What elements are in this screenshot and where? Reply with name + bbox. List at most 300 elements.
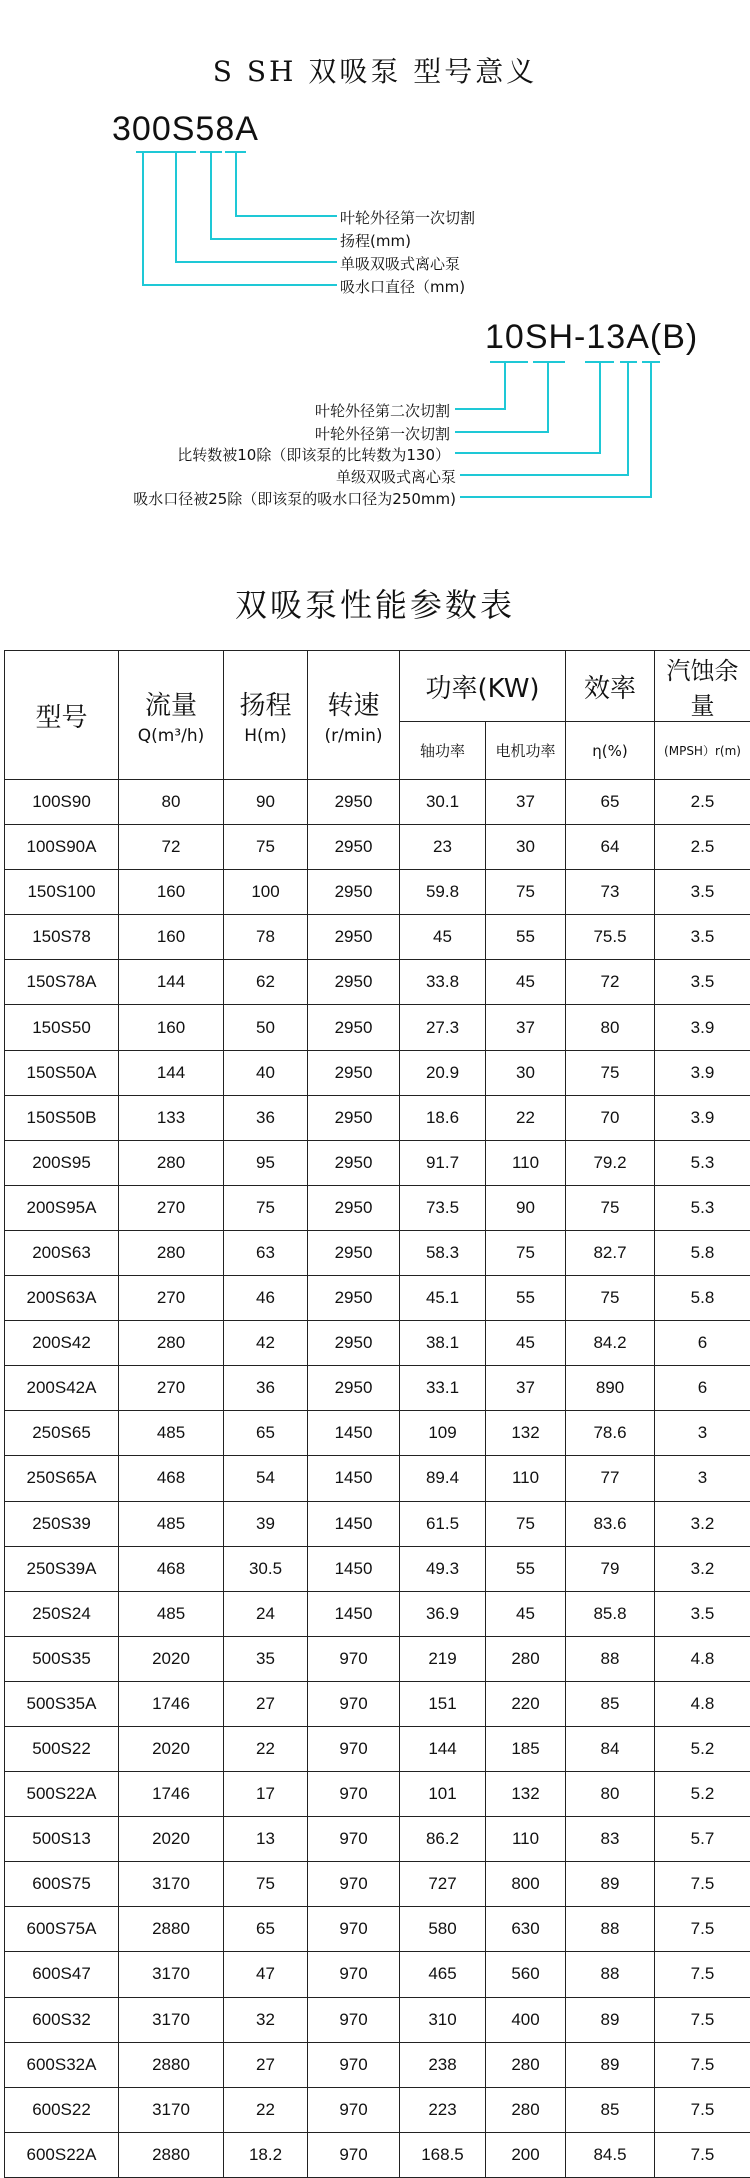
cell-shaft-power: 33.8: [400, 960, 486, 1005]
cell-flow: 3170: [119, 1997, 224, 2042]
cell-model: 250S39: [5, 1501, 119, 1546]
cell-speed: 2950: [308, 1140, 400, 1185]
table-row: [5, 915, 750, 960]
code1-leader-2: [211, 152, 337, 239]
code1-label-2: 扬程(mm): [340, 230, 411, 251]
cell-motor-power: 45: [486, 1321, 566, 1366]
cell-motor-power: 37: [486, 1005, 566, 1050]
cell-efficiency: 73: [566, 870, 655, 915]
code1-label-3: 单吸双吸式离心泵: [340, 253, 460, 274]
cell-shaft-power: 91.7: [400, 1140, 486, 1185]
cell-efficiency: 77: [566, 1456, 655, 1501]
cell-speed: 1450: [308, 1501, 400, 1546]
cell-efficiency: 80: [566, 1772, 655, 1817]
header-npsh: 汽蚀余量: [655, 651, 750, 722]
cell-head: 54: [224, 1456, 308, 1501]
cell-model: 600S47: [5, 1952, 119, 1997]
cell-head: 42: [224, 1321, 308, 1366]
cell-motor-power: 110: [486, 1817, 566, 1862]
table-row: [5, 1726, 750, 1771]
cell-motor-power: 132: [486, 1772, 566, 1817]
cell-flow: 280: [119, 1321, 224, 1366]
cell-shaft-power: 310: [400, 1997, 486, 2042]
cell-flow: 280: [119, 1140, 224, 1185]
cell-head: 75: [224, 825, 308, 870]
cell-motor-power: 45: [486, 960, 566, 1005]
table-row: [5, 2087, 750, 2132]
cell-motor-power: 75: [486, 1501, 566, 1546]
cell-shaft-power: 20.9: [400, 1050, 486, 1095]
cell-npsh: 3.2: [655, 1546, 750, 1591]
cell-efficiency: 80: [566, 1005, 655, 1050]
header-flow-unit: Q(m³/h): [119, 726, 223, 746]
cell-shaft-power: 727: [400, 1862, 486, 1907]
cell-shaft-power: 168.5: [400, 2132, 486, 2177]
cell-head: 27: [224, 1681, 308, 1726]
header-speed: [308, 651, 400, 780]
cell-speed: 2950: [308, 1185, 400, 1230]
table-row: [5, 1636, 750, 1681]
cell-shaft-power: 61.5: [400, 1501, 486, 1546]
cell-speed: 970: [308, 1907, 400, 1952]
cell-flow: 72: [119, 825, 224, 870]
cell-speed: 2950: [308, 1321, 400, 1366]
cell-npsh: 3.2: [655, 1501, 750, 1546]
cell-head: 62: [224, 960, 308, 1005]
cell-flow: 270: [119, 1185, 224, 1230]
cell-npsh: 3.5: [655, 870, 750, 915]
cell-efficiency: 85: [566, 1681, 655, 1726]
cell-motor-power: 22: [486, 1095, 566, 1140]
cell-npsh: 7.5: [655, 2087, 750, 2132]
cell-motor-power: 90: [486, 1185, 566, 1230]
cell-model: 500S22: [5, 1726, 119, 1771]
cell-efficiency: 85: [566, 2087, 655, 2132]
cell-flow: 2880: [119, 2132, 224, 2177]
cell-npsh: 3.5: [655, 915, 750, 960]
cell-head: 35: [224, 1636, 308, 1681]
cell-speed: 970: [308, 1817, 400, 1862]
cell-motor-power: 280: [486, 2042, 566, 2087]
table-row: [5, 1411, 750, 1456]
cell-npsh: 5.8: [655, 1230, 750, 1275]
cell-shaft-power: 144: [400, 1726, 486, 1771]
cell-speed: 1450: [308, 1456, 400, 1501]
cell-speed: 2950: [308, 1050, 400, 1095]
code2-leader-2: [455, 362, 548, 432]
cell-efficiency: 89: [566, 1862, 655, 1907]
cell-shaft-power: 59.8: [400, 870, 486, 915]
cell-speed: 2950: [308, 1366, 400, 1411]
cell-efficiency: 84.5: [566, 2132, 655, 2177]
header-head-unit: H(m): [224, 726, 307, 746]
cell-model: 200S42A: [5, 1366, 119, 1411]
cell-speed: 970: [308, 2042, 400, 2087]
table-row: [5, 1185, 750, 1230]
cell-head: 27: [224, 2042, 308, 2087]
cell-npsh: 3.5: [655, 960, 750, 1005]
cell-efficiency: 88: [566, 1907, 655, 1952]
cell-motor-power: 560: [486, 1952, 566, 1997]
cell-efficiency: 75.5: [566, 915, 655, 960]
cell-model: 150S50B: [5, 1095, 119, 1140]
cell-npsh: 4.8: [655, 1636, 750, 1681]
cell-head: 50: [224, 1005, 308, 1050]
header-flow: [119, 651, 224, 780]
model-code-example-2: 10SH-13A(B): [485, 318, 698, 357]
cell-motor-power: 75: [486, 1230, 566, 1275]
diagram-title: S SH 双吸泵 型号意义: [0, 50, 750, 90]
cell-motor-power: 220: [486, 1681, 566, 1726]
cell-flow: 485: [119, 1591, 224, 1636]
cell-efficiency: 89: [566, 2042, 655, 2087]
cell-speed: 2950: [308, 1230, 400, 1275]
cell-flow: 160: [119, 1005, 224, 1050]
cell-model: 200S95: [5, 1140, 119, 1185]
cell-motor-power: 110: [486, 1140, 566, 1185]
cell-efficiency: 89: [566, 1997, 655, 2042]
cell-shaft-power: 18.6: [400, 1095, 486, 1140]
cell-shaft-power: 223: [400, 2087, 486, 2132]
cell-npsh: 5.8: [655, 1276, 750, 1321]
header-speed-label: 转速: [327, 691, 379, 721]
cell-head: 24: [224, 1591, 308, 1636]
cell-motor-power: 55: [486, 1276, 566, 1321]
cell-motor-power: 45: [486, 1591, 566, 1636]
cell-head: 30.5: [224, 1546, 308, 1591]
cell-flow: 3170: [119, 1862, 224, 1907]
cell-speed: 2950: [308, 870, 400, 915]
cell-speed: 1450: [308, 1546, 400, 1591]
cell-flow: 468: [119, 1456, 224, 1501]
table-row: [5, 825, 750, 870]
header-head-label: 扬程: [239, 691, 291, 721]
cell-shaft-power: 27.3: [400, 1005, 486, 1050]
cell-speed: 970: [308, 1636, 400, 1681]
cell-npsh: 7.5: [655, 1862, 750, 1907]
header-model: 型号: [5, 651, 119, 780]
cell-flow: 270: [119, 1276, 224, 1321]
cell-npsh: 7.5: [655, 1952, 750, 1997]
header-head: [224, 651, 308, 780]
cell-efficiency: 83.6: [566, 1501, 655, 1546]
header-shaft-power: 轴功率: [400, 722, 486, 780]
cell-model: 600S32A: [5, 2042, 119, 2087]
cell-flow: 3170: [119, 2087, 224, 2132]
table-row: [5, 1907, 750, 1952]
cell-speed: 970: [308, 1997, 400, 2042]
cell-speed: 970: [308, 1726, 400, 1771]
cell-model: 200S95A: [5, 1185, 119, 1230]
cell-motor-power: 280: [486, 1636, 566, 1681]
cell-flow: 160: [119, 870, 224, 915]
cell-model: 600S22A: [5, 2132, 119, 2177]
performance-table: [4, 650, 750, 2178]
cell-speed: 970: [308, 1862, 400, 1907]
cell-flow: 1746: [119, 1681, 224, 1726]
cell-head: 46: [224, 1276, 308, 1321]
cell-efficiency: 88: [566, 1636, 655, 1681]
cell-efficiency: 70: [566, 1095, 655, 1140]
cell-model: 150S78: [5, 915, 119, 960]
cell-motor-power: 75: [486, 870, 566, 915]
cell-npsh: 2.5: [655, 825, 750, 870]
cell-flow: 80: [119, 780, 224, 825]
table-row: [5, 1276, 750, 1321]
cell-motor-power: 132: [486, 1411, 566, 1456]
table-row: [5, 1817, 750, 1862]
cell-head: 65: [224, 1411, 308, 1456]
table-row: [5, 1366, 750, 1411]
cell-flow: 2880: [119, 1907, 224, 1952]
table-row: [5, 1230, 750, 1275]
cell-npsh: 3.9: [655, 1005, 750, 1050]
header-power: 功率(KW): [400, 651, 566, 722]
cell-head: 39: [224, 1501, 308, 1546]
cell-shaft-power: 109: [400, 1411, 486, 1456]
cell-model: 500S13: [5, 1817, 119, 1862]
cell-motor-power: 30: [486, 825, 566, 870]
cell-head: 78: [224, 915, 308, 960]
cell-efficiency: 75: [566, 1050, 655, 1095]
cell-efficiency: 890: [566, 1366, 655, 1411]
table-row: [5, 1050, 750, 1095]
code2-label-3: 比转数被10除（即该泵的比转数为130）: [177, 444, 450, 465]
table-row: [5, 1862, 750, 1907]
cell-head: 47: [224, 1952, 308, 1997]
cell-efficiency: 75: [566, 1276, 655, 1321]
cell-head: 36: [224, 1095, 308, 1140]
cell-model: 500S35: [5, 1636, 119, 1681]
table-row: [5, 1546, 750, 1591]
code1-leader-1: [236, 152, 337, 216]
cell-speed: 2950: [308, 780, 400, 825]
cell-flow: 485: [119, 1501, 224, 1546]
cell-npsh: 6: [655, 1321, 750, 1366]
cell-head: 63: [224, 1230, 308, 1275]
header-speed-unit: (r/min): [308, 726, 399, 746]
code2-leader-3: [455, 362, 600, 453]
table-row: [5, 1005, 750, 1050]
cell-npsh: 5.3: [655, 1185, 750, 1230]
table-row: [5, 1501, 750, 1546]
cell-flow: 3170: [119, 1952, 224, 1997]
cell-flow: 2020: [119, 1817, 224, 1862]
code1-leader-3: [176, 152, 337, 262]
code2-label-2: 叶轮外径第一次切割: [315, 423, 450, 444]
table-row: [5, 1456, 750, 1501]
cell-model: 100S90A: [5, 825, 119, 870]
header-npsh-unit: (MPSH）r(m): [655, 722, 750, 780]
cell-head: 100: [224, 870, 308, 915]
table-row: [5, 1140, 750, 1185]
cell-head: 36: [224, 1366, 308, 1411]
code2-leader-4: [460, 362, 628, 475]
code2-leader-5: [460, 362, 651, 497]
code2-label-4: 单级双吸式离心泵: [336, 466, 456, 487]
cell-shaft-power: 45: [400, 915, 486, 960]
cell-npsh: 3: [655, 1411, 750, 1456]
cell-flow: 1746: [119, 1772, 224, 1817]
cell-motor-power: 630: [486, 1907, 566, 1952]
cell-npsh: 7.5: [655, 1997, 750, 2042]
cell-flow: 160: [119, 915, 224, 960]
cell-model: 600S22: [5, 2087, 119, 2132]
cell-npsh: 3.9: [655, 1050, 750, 1095]
code2-label-1: 叶轮外径第二次切割: [315, 400, 450, 421]
cell-speed: 970: [308, 1952, 400, 1997]
cell-motor-power: 200: [486, 2132, 566, 2177]
table-row: [5, 1997, 750, 2042]
cell-model: 200S63: [5, 1230, 119, 1275]
cell-shaft-power: 58.3: [400, 1230, 486, 1275]
cell-shaft-power: 151: [400, 1681, 486, 1726]
cell-npsh: 4.8: [655, 1681, 750, 1726]
cell-head: 75: [224, 1862, 308, 1907]
cell-model: 500S22A: [5, 1772, 119, 1817]
cell-npsh: 2.5: [655, 780, 750, 825]
cell-efficiency: 78.6: [566, 1411, 655, 1456]
table-row: [5, 1952, 750, 1997]
cell-shaft-power: 580: [400, 1907, 486, 1952]
cell-efficiency: 88: [566, 1952, 655, 1997]
header-efficiency: 效率: [566, 651, 655, 722]
cell-motor-power: 800: [486, 1862, 566, 1907]
cell-flow: 485: [119, 1411, 224, 1456]
header-motor-power: 电机功率: [486, 722, 566, 780]
cell-npsh: 7.5: [655, 2132, 750, 2177]
table-row: [5, 780, 750, 825]
table-row: [5, 2132, 750, 2177]
cell-model: 600S32: [5, 1997, 119, 2042]
cell-flow: 144: [119, 960, 224, 1005]
cell-npsh: 5.2: [655, 1772, 750, 1817]
cell-shaft-power: 38.1: [400, 1321, 486, 1366]
cell-efficiency: 84: [566, 1726, 655, 1771]
cell-npsh: 5.2: [655, 1726, 750, 1771]
cell-head: 17: [224, 1772, 308, 1817]
cell-speed: 2950: [308, 915, 400, 960]
cell-efficiency: 83: [566, 1817, 655, 1862]
table-row: [5, 960, 750, 1005]
table-row: [5, 1681, 750, 1726]
cell-shaft-power: 89.4: [400, 1456, 486, 1501]
cell-model: 150S50A: [5, 1050, 119, 1095]
cell-efficiency: 84.2: [566, 1321, 655, 1366]
cell-npsh: 7.5: [655, 1907, 750, 1952]
cell-speed: 1450: [308, 1591, 400, 1636]
cell-flow: 133: [119, 1095, 224, 1140]
cell-npsh: 3: [655, 1456, 750, 1501]
cell-motor-power: 55: [486, 1546, 566, 1591]
cell-shaft-power: 219: [400, 1636, 486, 1681]
cell-shaft-power: 36.9: [400, 1591, 486, 1636]
cell-motor-power: 110: [486, 1456, 566, 1501]
cell-npsh: 6: [655, 1366, 750, 1411]
cell-flow: 144: [119, 1050, 224, 1095]
cell-efficiency: 72: [566, 960, 655, 1005]
cell-speed: 970: [308, 2087, 400, 2132]
table-row: [5, 1321, 750, 1366]
cell-model: 200S42: [5, 1321, 119, 1366]
cell-shaft-power: 45.1: [400, 1276, 486, 1321]
cell-model: 250S65A: [5, 1456, 119, 1501]
table-row: [5, 870, 750, 915]
cell-efficiency: 64: [566, 825, 655, 870]
cell-npsh: 3.9: [655, 1095, 750, 1140]
cell-npsh: 5.7: [655, 1817, 750, 1862]
cell-shaft-power: 86.2: [400, 1817, 486, 1862]
cell-model: 500S35A: [5, 1681, 119, 1726]
cell-model: 150S100: [5, 870, 119, 915]
code2-leader-1: [455, 362, 505, 409]
cell-shaft-power: 73.5: [400, 1185, 486, 1230]
cell-model: 200S63A: [5, 1276, 119, 1321]
cell-head: 18.2: [224, 2132, 308, 2177]
code2-label-5: 吸水口径被25除（即该泵的吸水口径为250mm): [133, 488, 456, 509]
table-row: [5, 1591, 750, 1636]
cell-head: 90: [224, 780, 308, 825]
cell-head: 95: [224, 1140, 308, 1185]
header-flow-label: 流量: [145, 691, 197, 721]
cell-speed: 2950: [308, 1095, 400, 1140]
table-body: [5, 780, 750, 2178]
cell-npsh: 7.5: [655, 2042, 750, 2087]
table-row: [5, 1772, 750, 1817]
cell-motor-power: 37: [486, 780, 566, 825]
cell-head: 32: [224, 1997, 308, 2042]
cell-model: 250S39A: [5, 1546, 119, 1591]
cell-efficiency: 82.7: [566, 1230, 655, 1275]
cell-motor-power: 37: [486, 1366, 566, 1411]
cell-motor-power: 30: [486, 1050, 566, 1095]
cell-efficiency: 85.8: [566, 1591, 655, 1636]
cell-flow: 2020: [119, 1726, 224, 1771]
table-title: 双吸泵性能参数表: [0, 580, 750, 626]
cell-motor-power: 185: [486, 1726, 566, 1771]
cell-efficiency: 65: [566, 780, 655, 825]
cell-head: 40: [224, 1050, 308, 1095]
cell-model: 250S65: [5, 1411, 119, 1456]
cell-motor-power: 280: [486, 2087, 566, 2132]
cell-efficiency: 79.2: [566, 1140, 655, 1185]
cell-head: 22: [224, 2087, 308, 2132]
cell-flow: 270: [119, 1366, 224, 1411]
cell-efficiency: 79: [566, 1546, 655, 1591]
cell-shaft-power: 101: [400, 1772, 486, 1817]
cell-speed: 2950: [308, 1005, 400, 1050]
cell-model: 250S24: [5, 1591, 119, 1636]
cell-speed: 1450: [308, 1411, 400, 1456]
model-code-example-1: 300S58A: [112, 110, 259, 149]
cell-shaft-power: 33.1: [400, 1366, 486, 1411]
cell-speed: 970: [308, 1772, 400, 1817]
cell-flow: 2880: [119, 2042, 224, 2087]
cell-head: 75: [224, 1185, 308, 1230]
cell-speed: 2950: [308, 825, 400, 870]
cell-npsh: 3.5: [655, 1591, 750, 1636]
cell-head: 65: [224, 1907, 308, 1952]
cell-speed: 970: [308, 2132, 400, 2177]
cell-shaft-power: 238: [400, 2042, 486, 2087]
cell-model: 150S50: [5, 1005, 119, 1050]
table-row: [5, 2042, 750, 2087]
cell-efficiency: 75: [566, 1185, 655, 1230]
cell-speed: 2950: [308, 1276, 400, 1321]
cell-head: 22: [224, 1726, 308, 1771]
cell-model: 150S78A: [5, 960, 119, 1005]
cell-model: 600S75: [5, 1862, 119, 1907]
